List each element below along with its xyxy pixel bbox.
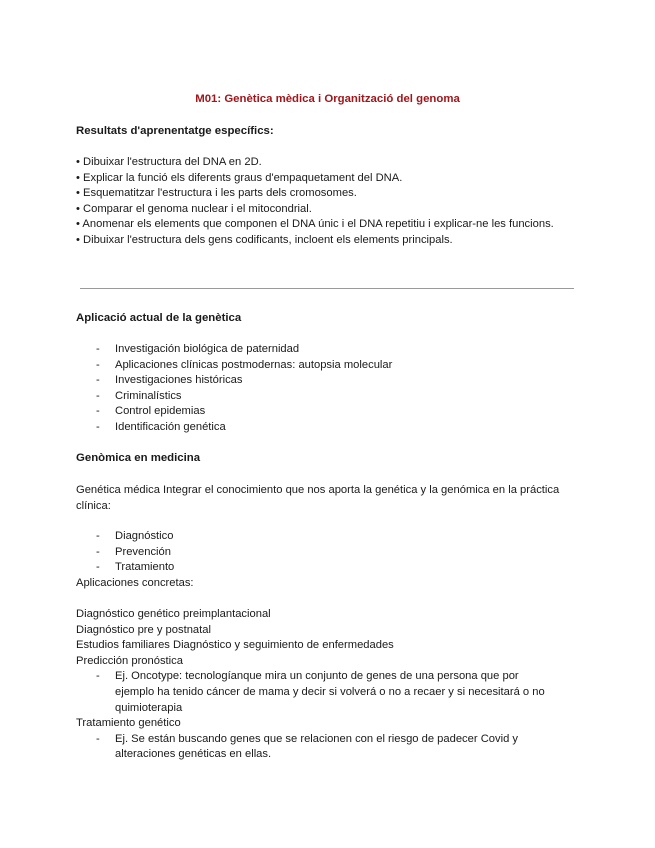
list-item: • Dibuixar l'estructura del DNA en 2D. <box>76 156 262 168</box>
list-item: - Investigaciones históricas <box>76 373 576 389</box>
list-item: - Tratamiento <box>76 560 576 576</box>
list-item: - Control epidemias <box>76 404 576 420</box>
list-item: • Dibuixar l'estructura dels gens codificants, incloent els elements principals. <box>76 233 453 246</box>
prediction-example: - Ej. Oncotype: tecnologíanque mira un conjunto de genes de una persona que por <box>76 669 576 685</box>
list-item: - Diagnóstico <box>76 529 576 545</box>
list-item: - Aplicaciones clínicas postmodernas: autopsia molecular <box>76 358 576 374</box>
treatment-label: Tratamiento genético <box>76 717 181 730</box>
applications-heading: Aplicació actual de la genètica <box>76 312 242 324</box>
horizontal-divider <box>80 288 574 289</box>
list-item: - Identificación genética <box>76 420 576 436</box>
list-item: - Investigación biológica de paternidad <box>76 342 576 358</box>
applications-list <box>76 342 576 436</box>
genomics-heading: Genòmica en medicina <box>76 452 201 464</box>
treatment-example: - Ej. Se están buscando genes que se relacionen con el riesgo de padecer Covid y <box>76 732 576 748</box>
genomics-intro: Genética médica Integrar el conocimiento que nos aporta la genética y la genómica en la práctica clínica: <box>76 484 560 512</box>
concrete-applications-label: Aplicaciones concretas: <box>76 576 194 589</box>
list-item: • Explicar la funció els diferents graus d'empaquetament del DNA. <box>76 171 403 184</box>
list-item: Estudios familiares Diagnóstico y seguimiento de enfermedades <box>76 639 394 652</box>
list-item: Diagnóstico pre y postnatal <box>76 623 211 636</box>
list-item: Predicción pronóstica <box>76 654 183 667</box>
learning-outcomes-heading: Resultats d'aprenentatge específics: <box>76 125 274 137</box>
list-item: Diagnóstico genético preimplantacional <box>76 608 271 620</box>
list-item: - Prevención <box>76 545 576 561</box>
list-item: - Criminalístics <box>76 389 576 405</box>
prediction-example-cont: quimioterapia <box>115 701 183 714</box>
list-item: • Comparar el genoma nuclear i el mitocondrial. <box>76 202 312 215</box>
concrete-applications <box>76 607 576 763</box>
learning-outcomes-list <box>76 155 576 249</box>
prediction-example-cont: ejemplo ha tenido cáncer de mama y decir si volverá o no a recaer y si necesitará o no <box>115 685 545 698</box>
genomics-list <box>76 529 576 591</box>
document-title: M01: Genètica mèdica i Organització del genoma <box>195 93 460 105</box>
list-item: • Anomenar els elements que componen el DNA únic i el DNA repetitiu i explicar-ne les funcions. <box>76 218 554 231</box>
list-item: • Esquematitzar l'estructura i les parts dels cromosomes. <box>76 187 357 200</box>
treatment-example-cont: alteraciones genéticas en ellas. <box>115 748 272 761</box>
